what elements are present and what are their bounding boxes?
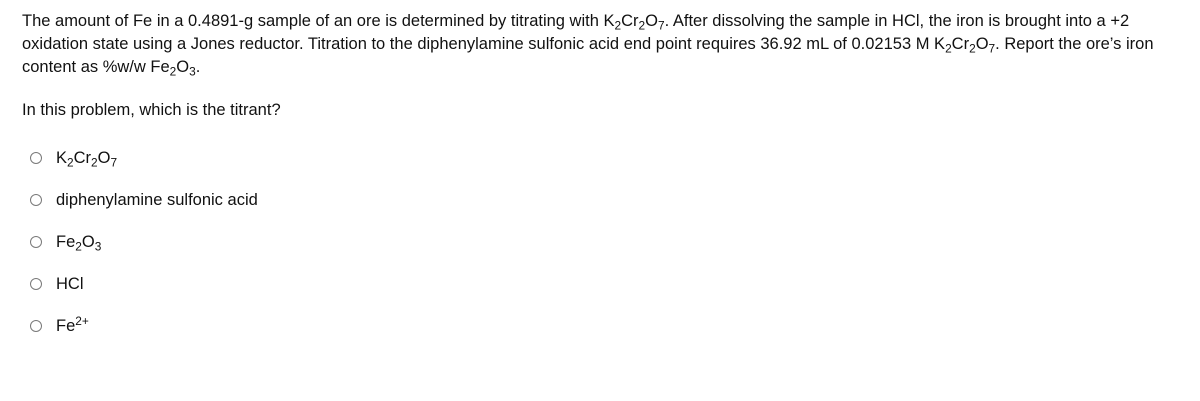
radio-button[interactable]	[30, 152, 42, 164]
radio-button[interactable]	[30, 236, 42, 248]
radio-button[interactable]	[30, 278, 42, 290]
option-diphenylamine-sulfonic-acid[interactable]	[22, 179, 1178, 221]
formula-k2cr2o7: $K_2Cr_2O_7$	[934, 35, 996, 56]
option-fe2o3[interactable]	[22, 221, 1178, 263]
option-hcl[interactable]	[22, 263, 1178, 305]
option-label: $Fe^{2+}$	[56, 314, 89, 335]
radio-button[interactable]	[30, 194, 42, 206]
problem-text-part: . Report the ore’s iron content as %w/w	[22, 35, 1154, 76]
formula-k2cr2o7: $K_2Cr_2O_7$	[603, 12, 665, 33]
question-prompt: In this problem, which is the titrant?	[22, 101, 281, 119]
problem-statement: The amount of Fe in a 0.4891-g sample of an ore is determined by titrating with $K_2Cr_2O_7$. After dissolving the sample in HCl, the iron is brought into a +2 oxidation state using a Jones reductor. Titration to the diphenylamine sulfonic acid end point requires 36.92 mL of 0.02153 M $K_2Cr_2O_7$. Report the ore’s iron content as %w/w $Fe_2O_3$.	[22, 12, 1154, 79]
answer-options	[22, 137, 1178, 347]
option-label: $Fe_2O_3$	[56, 233, 102, 254]
option-label: diphenylamine sulfonic acid	[56, 191, 258, 209]
option-label: $K_2Cr_2O_7$	[56, 149, 118, 170]
problem-text-part: . After dissolving the sample in HCl, the iron is brought into a +2 oxidation state using a Jones reductor. Titration to the diphenylamine sulfonic acid end point requires 36.92 mL of 0.02153 M	[22, 12, 1130, 53]
radio-button[interactable]	[30, 320, 42, 332]
problem-text-part: The amount of Fe in a 0.4891-g sample of an ore is determined by titrating with	[22, 12, 604, 30]
option-k2cr2o7[interactable]	[22, 137, 1178, 179]
option-label: HCl	[56, 275, 84, 293]
option-fe2plus[interactable]	[22, 305, 1178, 347]
formula-fe2o3: $Fe_2O_3$	[150, 58, 196, 79]
